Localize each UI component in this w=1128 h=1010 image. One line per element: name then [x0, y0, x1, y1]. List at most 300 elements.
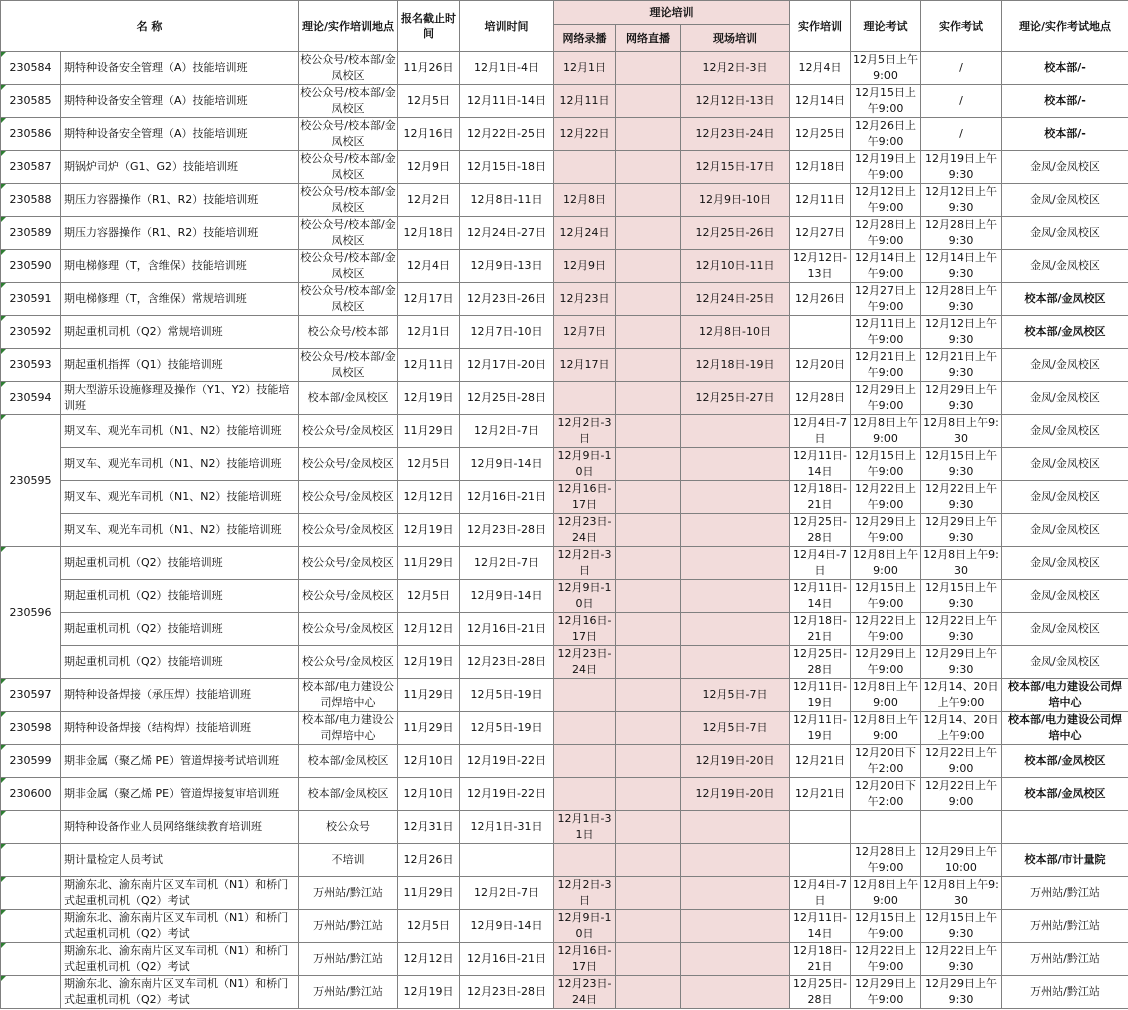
exam-location: 金凤/金凤校区	[1002, 481, 1128, 514]
exam-location: 金凤/金凤校区	[1002, 514, 1128, 547]
theory-exam: 12月8日上午9:00	[851, 679, 921, 712]
table-row	[1, 217, 1128, 250]
onsite-training: 12月23日-24日	[681, 118, 790, 151]
training-location: 校本部/金凤校区	[299, 745, 398, 778]
table-row	[1, 85, 1128, 118]
online-recorded	[554, 712, 616, 745]
course-name: 期渝东北、渝东南片区叉车司机（N1）和桥门式起重机司机（Q2）考试	[61, 976, 299, 1009]
online-recorded: 12月16日-17日	[554, 943, 616, 976]
practical-exam	[921, 811, 1002, 844]
onsite-training	[681, 646, 790, 679]
onsite-training: 12月9日-10日	[681, 184, 790, 217]
online-live	[616, 778, 681, 811]
course-name: 期锅炉司炉（G1、G2）技能培训班	[61, 151, 299, 184]
registration-deadline: 12月26日	[398, 844, 460, 877]
onsite-training: 12月19日-20日	[681, 745, 790, 778]
practical-exam: 12月14日上午9:30	[921, 250, 1002, 283]
onsite-training: 12月25日-26日	[681, 217, 790, 250]
class-code: 230587	[1, 151, 61, 184]
training-location: 校公众号/校本部/金凤校区	[299, 52, 398, 85]
header-time: 培训时间	[460, 1, 554, 52]
onsite-training	[681, 844, 790, 877]
course-name: 期起重机司机（Q2）技能培训班	[61, 580, 299, 613]
online-live	[616, 679, 681, 712]
online-recorded: 12月23日-24日	[554, 514, 616, 547]
class-code: 230585	[1, 85, 61, 118]
onsite-training	[681, 811, 790, 844]
registration-deadline: 12月10日	[398, 745, 460, 778]
theory-exam: 12月8日上午9:00	[851, 547, 921, 580]
registration-deadline: 12月19日	[398, 646, 460, 679]
class-code: 230592	[1, 316, 61, 349]
training-time	[460, 844, 554, 877]
course-name: 期起重机司机（Q2）技能培训班	[61, 613, 299, 646]
registration-deadline: 11月29日	[398, 877, 460, 910]
exam-location: 校本部/金凤校区	[1002, 316, 1128, 349]
online-live	[616, 547, 681, 580]
online-recorded: 12月7日	[554, 316, 616, 349]
training-location: 万州站/黔江站	[299, 877, 398, 910]
training-location: 校本部/电力建设公司焊培中心	[299, 679, 398, 712]
exam-location: 校本部/电力建设公司焊培中心	[1002, 712, 1128, 745]
online-live	[616, 745, 681, 778]
practical-exam: 12月29日上午10:00	[921, 844, 1002, 877]
registration-deadline: 12月5日	[398, 580, 460, 613]
exam-location: 金凤/金凤校区	[1002, 415, 1128, 448]
registration-deadline: 12月19日	[398, 382, 460, 415]
online-recorded: 12月2日-3日	[554, 547, 616, 580]
table-row	[1, 184, 1128, 217]
table-row	[1, 580, 1128, 613]
exam-location	[1002, 811, 1128, 844]
training-location: 校公众号/校本部/金凤校区	[299, 151, 398, 184]
online-live	[616, 877, 681, 910]
training-time: 12月24日-27日	[460, 217, 554, 250]
registration-deadline: 12月4日	[398, 250, 460, 283]
training-time: 12月25日-28日	[460, 382, 554, 415]
exam-location: 校本部/市计量院	[1002, 844, 1128, 877]
practical-exam: /	[921, 85, 1002, 118]
course-name: 期计量检定人员考试	[61, 844, 299, 877]
table-row	[1, 151, 1128, 184]
online-live	[616, 316, 681, 349]
theory-exam: 12月14日上午9:00	[851, 250, 921, 283]
practical-training: 12月11日-14日	[790, 910, 851, 943]
class-code	[1, 811, 61, 844]
training-time: 12月9日-13日	[460, 250, 554, 283]
header-location: 理论/实作培训地点	[299, 1, 398, 52]
registration-deadline: 12月5日	[398, 85, 460, 118]
table-row	[1, 250, 1128, 283]
onsite-training: 12月12日-13日	[681, 85, 790, 118]
online-recorded	[554, 778, 616, 811]
practical-exam: 12月22日上午9:30	[921, 943, 1002, 976]
training-location: 校公众号/校本部/金凤校区	[299, 85, 398, 118]
theory-exam: 12月8日上午9:00	[851, 712, 921, 745]
class-code	[1, 910, 61, 943]
theory-exam: 12月15日上午9:00	[851, 910, 921, 943]
online-recorded: 12月11日	[554, 85, 616, 118]
registration-deadline: 12月12日	[398, 943, 460, 976]
online-live	[616, 448, 681, 481]
online-recorded: 12月9日-10日	[554, 910, 616, 943]
theory-exam: 12月29日上午9:00	[851, 976, 921, 1009]
course-name: 期非金属（聚乙烯 PE）管道焊接复审培训班	[61, 778, 299, 811]
course-name: 期特种设备安全管理（A）技能培训班	[61, 52, 299, 85]
online-live	[616, 943, 681, 976]
training-time: 12月9日-14日	[460, 448, 554, 481]
training-location: 校本部/金凤校区	[299, 778, 398, 811]
class-code: 230593	[1, 349, 61, 382]
class-code: 230589	[1, 217, 61, 250]
training-location: 不培训	[299, 844, 398, 877]
header-theory: 理论培训	[554, 1, 790, 25]
practical-training: 12月4日-7日	[790, 547, 851, 580]
practical-training: 12月11日-14日	[790, 580, 851, 613]
theory-exam: 12月29日上午9:00	[851, 646, 921, 679]
training-time: 12月17日-20日	[460, 349, 554, 382]
onsite-training	[681, 415, 790, 448]
course-name: 期非金属（聚乙烯 PE）管道焊接考试培训班	[61, 745, 299, 778]
registration-deadline: 12月2日	[398, 184, 460, 217]
online-live	[616, 580, 681, 613]
table-row	[1, 778, 1128, 811]
practical-exam: 12月19日上午9:30	[921, 151, 1002, 184]
practical-exam: 12月29日上午9:30	[921, 382, 1002, 415]
table-row	[1, 118, 1128, 151]
exam-location: 金凤/金凤校区	[1002, 217, 1128, 250]
practical-training: 12月18日-21日	[790, 943, 851, 976]
registration-deadline: 11月29日	[398, 415, 460, 448]
onsite-training	[681, 976, 790, 1009]
online-live	[616, 910, 681, 943]
practical-training: 12月11日	[790, 184, 851, 217]
course-name: 期叉车、观光车司机（N1、N2）技能培训班	[61, 448, 299, 481]
training-time: 12月23日-26日	[460, 283, 554, 316]
online-recorded	[554, 844, 616, 877]
practical-training: 12月11日-19日	[790, 712, 851, 745]
practical-exam: 12月28日上午9:30	[921, 217, 1002, 250]
exam-location: 校本部/金凤校区	[1002, 778, 1128, 811]
registration-deadline: 12月10日	[398, 778, 460, 811]
theory-exam: 12月22日上午9:00	[851, 481, 921, 514]
training-location: 校公众号/金凤校区	[299, 613, 398, 646]
theory-exam: 12月29日上午9:00	[851, 514, 921, 547]
course-name: 期电梯修理（T，含维保）常规培训班	[61, 283, 299, 316]
practical-exam: 12月15日上午9:30	[921, 580, 1002, 613]
online-recorded: 12月8日	[554, 184, 616, 217]
exam-location: 金凤/金凤校区	[1002, 580, 1128, 613]
online-recorded: 12月9日	[554, 250, 616, 283]
exam-location: 校本部/金凤校区	[1002, 745, 1128, 778]
online-recorded: 12月2日-3日	[554, 877, 616, 910]
exam-location: 金凤/金凤校区	[1002, 448, 1128, 481]
training-time: 12月7日-10日	[460, 316, 554, 349]
theory-exam: 12月22日上午9:00	[851, 943, 921, 976]
class-code: 230598	[1, 712, 61, 745]
registration-deadline: 12月31日	[398, 811, 460, 844]
practical-training: 12月18日-21日	[790, 481, 851, 514]
practical-exam: 12月22日上午9:30	[921, 481, 1002, 514]
training-time: 12月1日-4日	[460, 52, 554, 85]
exam-location: 万州站/黔江站	[1002, 910, 1128, 943]
training-location: 校公众号/金凤校区	[299, 481, 398, 514]
practical-exam: 12月8日上午9:30	[921, 547, 1002, 580]
header-onsite: 现场培训	[681, 25, 790, 52]
table-row	[1, 877, 1128, 910]
registration-deadline: 12月9日	[398, 151, 460, 184]
onsite-training	[681, 910, 790, 943]
practical-exam: 12月29日上午9:30	[921, 514, 1002, 547]
training-location: 校公众号/金凤校区	[299, 580, 398, 613]
practical-training: 12月4日-7日	[790, 877, 851, 910]
practical-exam: 12月15日上午9:30	[921, 910, 1002, 943]
table-row	[1, 712, 1128, 745]
training-time: 12月8日-11日	[460, 184, 554, 217]
online-recorded	[554, 679, 616, 712]
training-time: 12月2日-7日	[460, 547, 554, 580]
online-recorded: 12月1日	[554, 52, 616, 85]
online-recorded: 12月9日-10日	[554, 580, 616, 613]
training-location: 万州站/黔江站	[299, 910, 398, 943]
practical-training: 12月20日	[790, 349, 851, 382]
theory-exam: 12月8日上午9:00	[851, 415, 921, 448]
online-recorded: 12月24日	[554, 217, 616, 250]
training-location: 校公众号/校本部/金凤校区	[299, 217, 398, 250]
course-name: 期电梯修理（T，含维保）技能培训班	[61, 250, 299, 283]
online-recorded: 12月17日	[554, 349, 616, 382]
exam-location: 万州站/黔江站	[1002, 943, 1128, 976]
table-row	[1, 415, 1128, 448]
registration-deadline: 12月5日	[398, 910, 460, 943]
class-code: 230591	[1, 283, 61, 316]
practical-training: 12月12日-13日	[790, 250, 851, 283]
practical-training	[790, 844, 851, 877]
exam-location: 金凤/金凤校区	[1002, 349, 1128, 382]
online-recorded: 12月16日-17日	[554, 613, 616, 646]
theory-exam: 12月15日上午9:00	[851, 448, 921, 481]
table-row	[1, 976, 1128, 1009]
practical-training: 12月4日-7日	[790, 415, 851, 448]
training-time: 12月9日-14日	[460, 910, 554, 943]
course-name: 期大型游乐设施修理及操作（Y1、Y2）技能培训班	[61, 382, 299, 415]
practical-training: 12月14日	[790, 85, 851, 118]
class-code	[1, 844, 61, 877]
course-name: 期渝东北、渝东南片区叉车司机（N1）和桥门式起重机司机（Q2）考试	[61, 877, 299, 910]
class-code: 230595	[1, 415, 61, 547]
online-live	[616, 85, 681, 118]
training-time: 12月2日-7日	[460, 877, 554, 910]
exam-location: 万州站/黔江站	[1002, 877, 1128, 910]
practical-exam: 12月12日上午9:30	[921, 316, 1002, 349]
training-time: 12月16日-21日	[460, 481, 554, 514]
training-time: 12月16日-21日	[460, 943, 554, 976]
class-code: 230586	[1, 118, 61, 151]
training-location: 校公众号/校本部/金凤校区	[299, 349, 398, 382]
course-name: 期渝东北、渝东南片区叉车司机（N1）和桥门式起重机司机（Q2）考试	[61, 943, 299, 976]
table-row	[1, 283, 1128, 316]
online-live	[616, 481, 681, 514]
onsite-training: 12月2日-3日	[681, 52, 790, 85]
header-exam-location: 理论/实作考试地点	[1002, 1, 1128, 52]
online-recorded: 12月23日	[554, 283, 616, 316]
online-live	[616, 811, 681, 844]
class-code	[1, 976, 61, 1009]
registration-deadline: 11月29日	[398, 712, 460, 745]
onsite-training: 12月19日-20日	[681, 778, 790, 811]
table-row	[1, 943, 1128, 976]
practical-training: 12月25日	[790, 118, 851, 151]
theory-exam: 12月19日上午9:00	[851, 151, 921, 184]
online-recorded: 12月22日	[554, 118, 616, 151]
training-location: 校公众号/金凤校区	[299, 646, 398, 679]
onsite-training: 12月25日-27日	[681, 382, 790, 415]
table-row	[1, 910, 1128, 943]
registration-deadline: 12月19日	[398, 976, 460, 1009]
class-code: 230599	[1, 745, 61, 778]
registration-deadline: 11月29日	[398, 547, 460, 580]
exam-location: 校本部/-	[1002, 118, 1128, 151]
exam-location: 金凤/金凤校区	[1002, 151, 1128, 184]
table-row	[1, 382, 1128, 415]
online-recorded: 12月9日-10日	[554, 448, 616, 481]
registration-deadline: 11月29日	[398, 679, 460, 712]
exam-location: 校本部/-	[1002, 52, 1128, 85]
practical-exam: 12月12日上午9:30	[921, 184, 1002, 217]
exam-location: 金凤/金凤校区	[1002, 250, 1128, 283]
online-live	[616, 976, 681, 1009]
practical-training: 12月18日	[790, 151, 851, 184]
header-practical-exam: 实作考试	[921, 1, 1002, 52]
theory-exam	[851, 811, 921, 844]
course-name: 期特种设备安全管理（A）技能培训班	[61, 85, 299, 118]
training-location: 校本部/金凤校区	[299, 382, 398, 415]
class-code: 230588	[1, 184, 61, 217]
online-recorded	[554, 151, 616, 184]
header-theory-exam: 理论考试	[851, 1, 921, 52]
online-live	[616, 415, 681, 448]
practical-training: 12月25日-28日	[790, 976, 851, 1009]
training-location: 校公众号/金凤校区	[299, 547, 398, 580]
online-live	[616, 184, 681, 217]
online-recorded	[554, 382, 616, 415]
practical-exam: 12月22日上午9:30	[921, 613, 1002, 646]
training-time: 12月19日-22日	[460, 778, 554, 811]
practical-exam: 12月29日上午9:30	[921, 646, 1002, 679]
practical-training: 12月11日-19日	[790, 679, 851, 712]
theory-exam: 12月12日上午9:00	[851, 184, 921, 217]
practical-exam: 12月14、20日上午9:00	[921, 679, 1002, 712]
theory-exam: 12月22日上午9:00	[851, 613, 921, 646]
onsite-training: 12月24日-25日	[681, 283, 790, 316]
practical-exam: 12月21日上午9:30	[921, 349, 1002, 382]
exam-location: 校本部/-	[1002, 85, 1128, 118]
online-live	[616, 382, 681, 415]
theory-exam: 12月11日上午9:00	[851, 316, 921, 349]
practical-exam: /	[921, 118, 1002, 151]
practical-training: 12月26日	[790, 283, 851, 316]
class-code: 230590	[1, 250, 61, 283]
onsite-training: 12月5日-7日	[681, 712, 790, 745]
course-name: 期起重机司机（Q2）技能培训班	[61, 547, 299, 580]
online-live	[616, 646, 681, 679]
theory-exam: 12月20日下午2:00	[851, 778, 921, 811]
registration-deadline: 12月5日	[398, 448, 460, 481]
practical-training: 12月28日	[790, 382, 851, 415]
online-live	[616, 712, 681, 745]
practical-exam: 12月22日上午9:00	[921, 745, 1002, 778]
class-code	[1, 877, 61, 910]
registration-deadline: 12月16日	[398, 118, 460, 151]
registration-deadline: 11月26日	[398, 52, 460, 85]
online-live	[616, 844, 681, 877]
header-deadline: 报名截止时间	[398, 1, 460, 52]
registration-deadline: 12月12日	[398, 613, 460, 646]
practical-training: 12月11日-14日	[790, 448, 851, 481]
practical-exam: 12月22日上午9:00	[921, 778, 1002, 811]
registration-deadline: 12月17日	[398, 283, 460, 316]
table-row	[1, 613, 1128, 646]
theory-exam: 12月20日下午2:00	[851, 745, 921, 778]
training-time: 12月2日-7日	[460, 415, 554, 448]
training-time: 12月11日-14日	[460, 85, 554, 118]
training-time: 12月15日-18日	[460, 151, 554, 184]
registration-deadline: 12月1日	[398, 316, 460, 349]
theory-exam: 12月15日上午9:00	[851, 85, 921, 118]
theory-exam: 12月29日上午9:00	[851, 382, 921, 415]
theory-exam: 12月15日上午9:00	[851, 580, 921, 613]
training-location: 校公众号/金凤校区	[299, 415, 398, 448]
practical-exam: 12月28日上午9:30	[921, 283, 1002, 316]
course-name: 期特种设备安全管理（A）技能培训班	[61, 118, 299, 151]
training-location: 万州站/黔江站	[299, 976, 398, 1009]
exam-location: 金凤/金凤校区	[1002, 646, 1128, 679]
practical-exam: 12月8日上午9:30	[921, 415, 1002, 448]
onsite-training	[681, 481, 790, 514]
class-code: 230596	[1, 547, 61, 679]
theory-exam: 12月26日上午9:00	[851, 118, 921, 151]
online-live	[616, 151, 681, 184]
course-name: 期特种设备作业人员网络继续教育培训班	[61, 811, 299, 844]
practical-training	[790, 811, 851, 844]
training-location: 校本部/电力建设公司焊培中心	[299, 712, 398, 745]
header-practical: 实作培训	[790, 1, 851, 52]
registration-deadline: 12月19日	[398, 514, 460, 547]
course-name: 期特种设备焊接（结构焊）技能培训班	[61, 712, 299, 745]
onsite-training: 12月10日-11日	[681, 250, 790, 283]
practical-training: 12月27日	[790, 217, 851, 250]
training-time: 12月5日-19日	[460, 679, 554, 712]
training-location: 校公众号/校本部	[299, 316, 398, 349]
theory-exam: 12月27日上午9:00	[851, 283, 921, 316]
theory-exam: 12月28日上午9:00	[851, 844, 921, 877]
training-time: 12月5日-19日	[460, 712, 554, 745]
online-recorded: 12月1日-31日	[554, 811, 616, 844]
theory-exam: 12月28日上午9:00	[851, 217, 921, 250]
header-online-recorded: 网络录播	[554, 25, 616, 52]
onsite-training: 12月15日-17日	[681, 151, 790, 184]
table-row	[1, 349, 1128, 382]
course-name: 期叉车、观光车司机（N1、N2）技能培训班	[61, 415, 299, 448]
table-row	[1, 646, 1128, 679]
onsite-training	[681, 580, 790, 613]
onsite-training	[681, 547, 790, 580]
online-live	[616, 52, 681, 85]
class-code	[1, 943, 61, 976]
training-time: 12月23日-28日	[460, 976, 554, 1009]
onsite-training	[681, 943, 790, 976]
course-name: 期特种设备焊接（承压焊）技能培训班	[61, 679, 299, 712]
